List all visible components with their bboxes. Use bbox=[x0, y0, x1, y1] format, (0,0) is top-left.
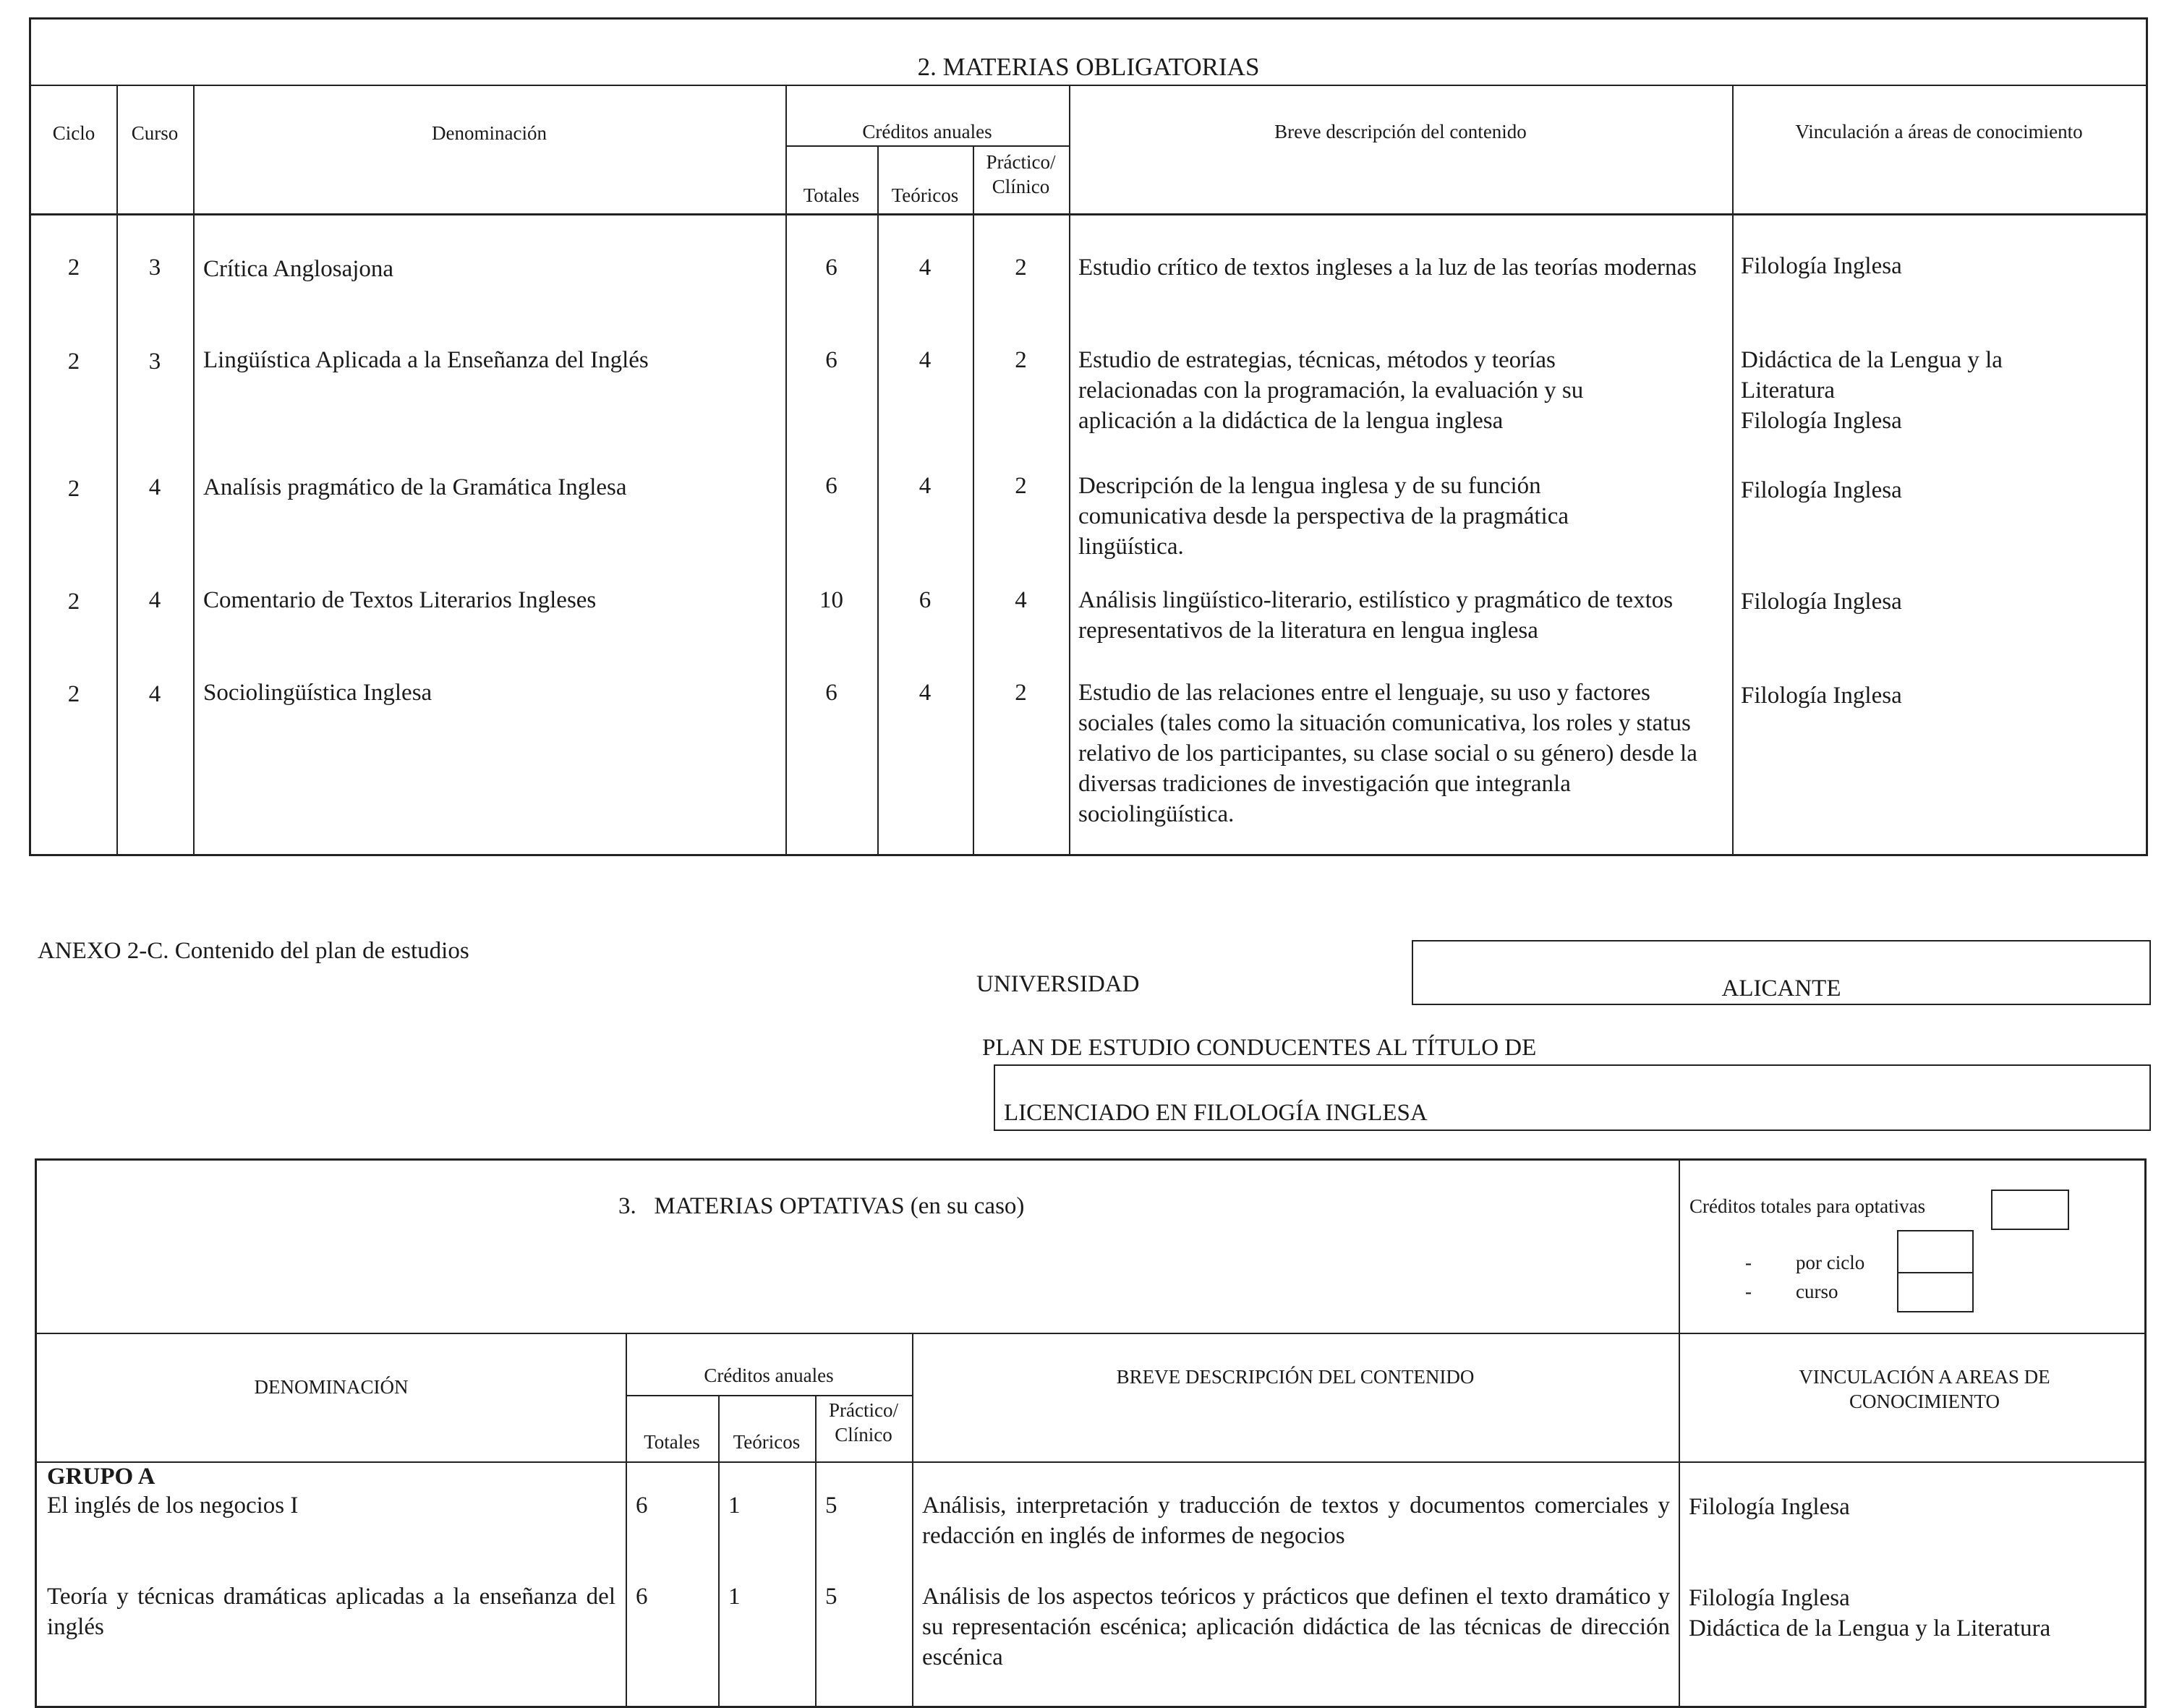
dash: - bbox=[1745, 1252, 1752, 1273]
cell-vinculacion: Filología Inglesa bbox=[1689, 1494, 1850, 1520]
cell-denominacion: Lingüística Aplicada a la Enseñanza del Inglés bbox=[203, 347, 649, 373]
divider bbox=[1679, 1333, 1680, 1706]
cell-ciclo: 2 bbox=[67, 589, 80, 615]
cell-denominacion: Analísis pragmático de la Gramática Inglesa bbox=[203, 474, 627, 500]
cell-teoricos: 4 bbox=[918, 473, 932, 499]
header-totales: Totales bbox=[803, 184, 860, 206]
cell-totales: 6 bbox=[825, 473, 837, 499]
cell-teoricos: 6 bbox=[918, 587, 932, 613]
header-teoricos: Teóricos bbox=[891, 184, 959, 206]
divider bbox=[1732, 85, 1734, 854]
cell-ciclo: 2 bbox=[67, 349, 80, 375]
cell-curso: 4 bbox=[148, 474, 161, 500]
cell-vinculacion: Filología Inglesa bbox=[1741, 408, 1902, 434]
obligatorias-title: 2. MATERIAS OBLIGATORIAS bbox=[917, 53, 1260, 81]
cell-vinculacion: Didáctica de la Lengua y la Literatura bbox=[1689, 1615, 2051, 1641]
divider bbox=[1679, 1161, 1680, 1333]
header-creditos: Créditos anuales bbox=[862, 121, 992, 142]
header-vinculacion: Vinculación a áreas de conocimiento bbox=[1795, 121, 2083, 142]
curso-box[interactable] bbox=[1897, 1272, 1974, 1312]
divider bbox=[785, 145, 1069, 147]
plan-value: LICENCIADO EN FILOLOGÍA INGLESA bbox=[1004, 1100, 1428, 1126]
header-practico: Práctico/ Clínico bbox=[829, 1399, 898, 1446]
por-ciclo-box[interactable] bbox=[1897, 1230, 1974, 1273]
cell-ciclo: 2 bbox=[67, 255, 80, 281]
cell-curso: 3 bbox=[148, 349, 161, 375]
header-vinculacion: VINCULACIÓN A AREAS DE CONOCIMIENTO bbox=[1799, 1366, 2050, 1412]
cell-vinculacion: Filología Inglesa bbox=[1741, 589, 1902, 615]
cell-vinculacion: Filología Inglesa bbox=[1741, 683, 1902, 709]
cell-teoricos: 1 bbox=[728, 1584, 741, 1610]
cell-practico: 2 bbox=[1015, 255, 1027, 281]
cell-totales: 6 bbox=[825, 347, 837, 373]
divider bbox=[31, 85, 2146, 86]
cell-vinculacion: Filología Inglesa bbox=[1689, 1585, 1850, 1611]
header-ciclo: Ciclo bbox=[52, 122, 95, 144]
cell-teoricos: 1 bbox=[728, 1493, 741, 1519]
optativas-table bbox=[35, 1158, 2147, 1708]
cell-totales: 6 bbox=[636, 1584, 648, 1610]
cell-practico: 5 bbox=[825, 1584, 837, 1610]
cell-denominacion: Sociolingüística Inglesa bbox=[203, 680, 432, 706]
curso-label: curso bbox=[1796, 1281, 1838, 1302]
divider bbox=[626, 1395, 912, 1396]
cell-vinculacion: Filología Inglesa bbox=[1741, 477, 1902, 503]
header-curso: Curso bbox=[131, 122, 179, 144]
header-denominacion: DENOMINACIÓN bbox=[254, 1376, 409, 1398]
divider bbox=[31, 213, 2146, 215]
universidad-label: UNIVERSIDAD bbox=[976, 971, 1140, 997]
cell-descripcion: Descripción de la lengua inglesa y de su función comunicativa desde la perspectiva de la pragmática lingüística. bbox=[1078, 473, 1569, 560]
dash: - bbox=[1745, 1281, 1752, 1302]
header-descripcion: BREVE DESCRIPCIÓN DEL CONTENIDO bbox=[1116, 1366, 1475, 1388]
cell-practico: 2 bbox=[1015, 680, 1027, 706]
anexo-title: ANEXO 2-C. Contenido del plan de estudios bbox=[38, 938, 469, 964]
cell-practico: 5 bbox=[825, 1493, 837, 1519]
group-title: GRUPO A bbox=[47, 1464, 155, 1490]
cell-curso: 3 bbox=[148, 255, 161, 281]
header-creditos: Créditos anuales bbox=[704, 1365, 834, 1386]
divider bbox=[1069, 85, 1070, 854]
cell-descripcion: Análisis lingüístico-literario, estilístico y pragmático de textos representativos de la literatura en lengua inglesa bbox=[1078, 587, 1674, 644]
cell-descripcion: Estudio de las relaciones entre el lenguaje, su uso y factores sociales (tales como la situación comunicativa, los roles y status relativo de los participantes, su clase social o su género) desde la diversas tradiciones de investigación que integranla sociolingüística. bbox=[1078, 680, 1697, 827]
plan-label: PLAN DE ESTUDIO CONDUCENTES AL TÍTULO DE bbox=[982, 1035, 1537, 1061]
plan-box bbox=[994, 1064, 2151, 1131]
cell-teoricos: 4 bbox=[918, 347, 932, 373]
universidad-box bbox=[1412, 940, 2151, 1005]
cell-teoricos: 4 bbox=[918, 255, 932, 281]
cell-descripcion: Estudio crítico de textos ingleses a la luz de las teorías modernas bbox=[1078, 255, 1697, 281]
cell-teoricos: 4 bbox=[918, 680, 932, 706]
optativas-title: 3. MATERIAS OPTATIVAS (en su caso) bbox=[618, 1193, 1025, 1219]
cell-denominacion: Comentario de Textos Literarios Ingleses bbox=[203, 587, 597, 613]
cell-totales: 6 bbox=[636, 1493, 648, 1519]
header-denominacion: Denominación bbox=[432, 122, 547, 144]
universidad-value: ALICANTE bbox=[1721, 975, 1841, 1002]
cell-practico: 4 bbox=[1015, 587, 1027, 613]
creditos-totales-label: Créditos totales para optativas bbox=[1689, 1195, 1926, 1217]
cell-vinculacion: Didáctica de la Lengua y la Literatura bbox=[1741, 347, 2003, 403]
cell-descripcion: Análisis, interpretación y traducción de textos y documentos comerciales y redacción en inglés de informes de negocios bbox=[922, 1493, 1670, 1549]
header-descripcion: Breve descripción del contenido bbox=[1274, 121, 1527, 142]
cell-totales: 10 bbox=[819, 587, 843, 613]
obligatorias-table bbox=[29, 17, 2148, 856]
divider bbox=[626, 1333, 627, 1706]
cell-practico: 2 bbox=[1015, 473, 1027, 499]
divider bbox=[37, 1461, 2144, 1463]
cell-descripcion: Análisis de los aspectos teóricos y prácticos que definen el texto dramático y su representación escénica; aplicación didáctica de las técnicas de dirección escénica bbox=[922, 1584, 1670, 1670]
cell-denominacion: Crítica Anglosajona bbox=[203, 256, 394, 282]
por-ciclo-label: por ciclo bbox=[1796, 1252, 1865, 1273]
cell-ciclo: 2 bbox=[67, 681, 80, 707]
cell-denominacion: Teoría y técnicas dramáticas aplicadas a la enseñanza del inglés bbox=[47, 1584, 615, 1640]
cell-curso: 4 bbox=[148, 681, 161, 707]
cell-curso: 4 bbox=[148, 587, 161, 613]
header-teoricos: Teóricos bbox=[733, 1431, 801, 1453]
cell-practico: 2 bbox=[1015, 347, 1027, 373]
divider bbox=[116, 85, 118, 854]
cell-totales: 6 bbox=[825, 680, 837, 706]
creditos-totales-box[interactable] bbox=[1991, 1190, 2069, 1230]
header-totales: Totales bbox=[644, 1431, 700, 1453]
cell-denominacion: El inglés de los negocios I bbox=[47, 1493, 299, 1519]
cell-ciclo: 2 bbox=[67, 476, 80, 502]
cell-descripcion: Estudio de estrategias, técnicas, métodos y teorías relacionadas con la programación, la evaluación y su aplicación a la didáctica de la lengua inglesa bbox=[1078, 347, 1584, 434]
divider bbox=[193, 85, 195, 854]
cell-totales: 6 bbox=[825, 255, 837, 281]
divider bbox=[37, 1333, 2144, 1334]
cell-vinculacion: Filología Inglesa bbox=[1741, 253, 1902, 279]
header-practico: Práctico/ Clínico bbox=[986, 151, 1056, 197]
